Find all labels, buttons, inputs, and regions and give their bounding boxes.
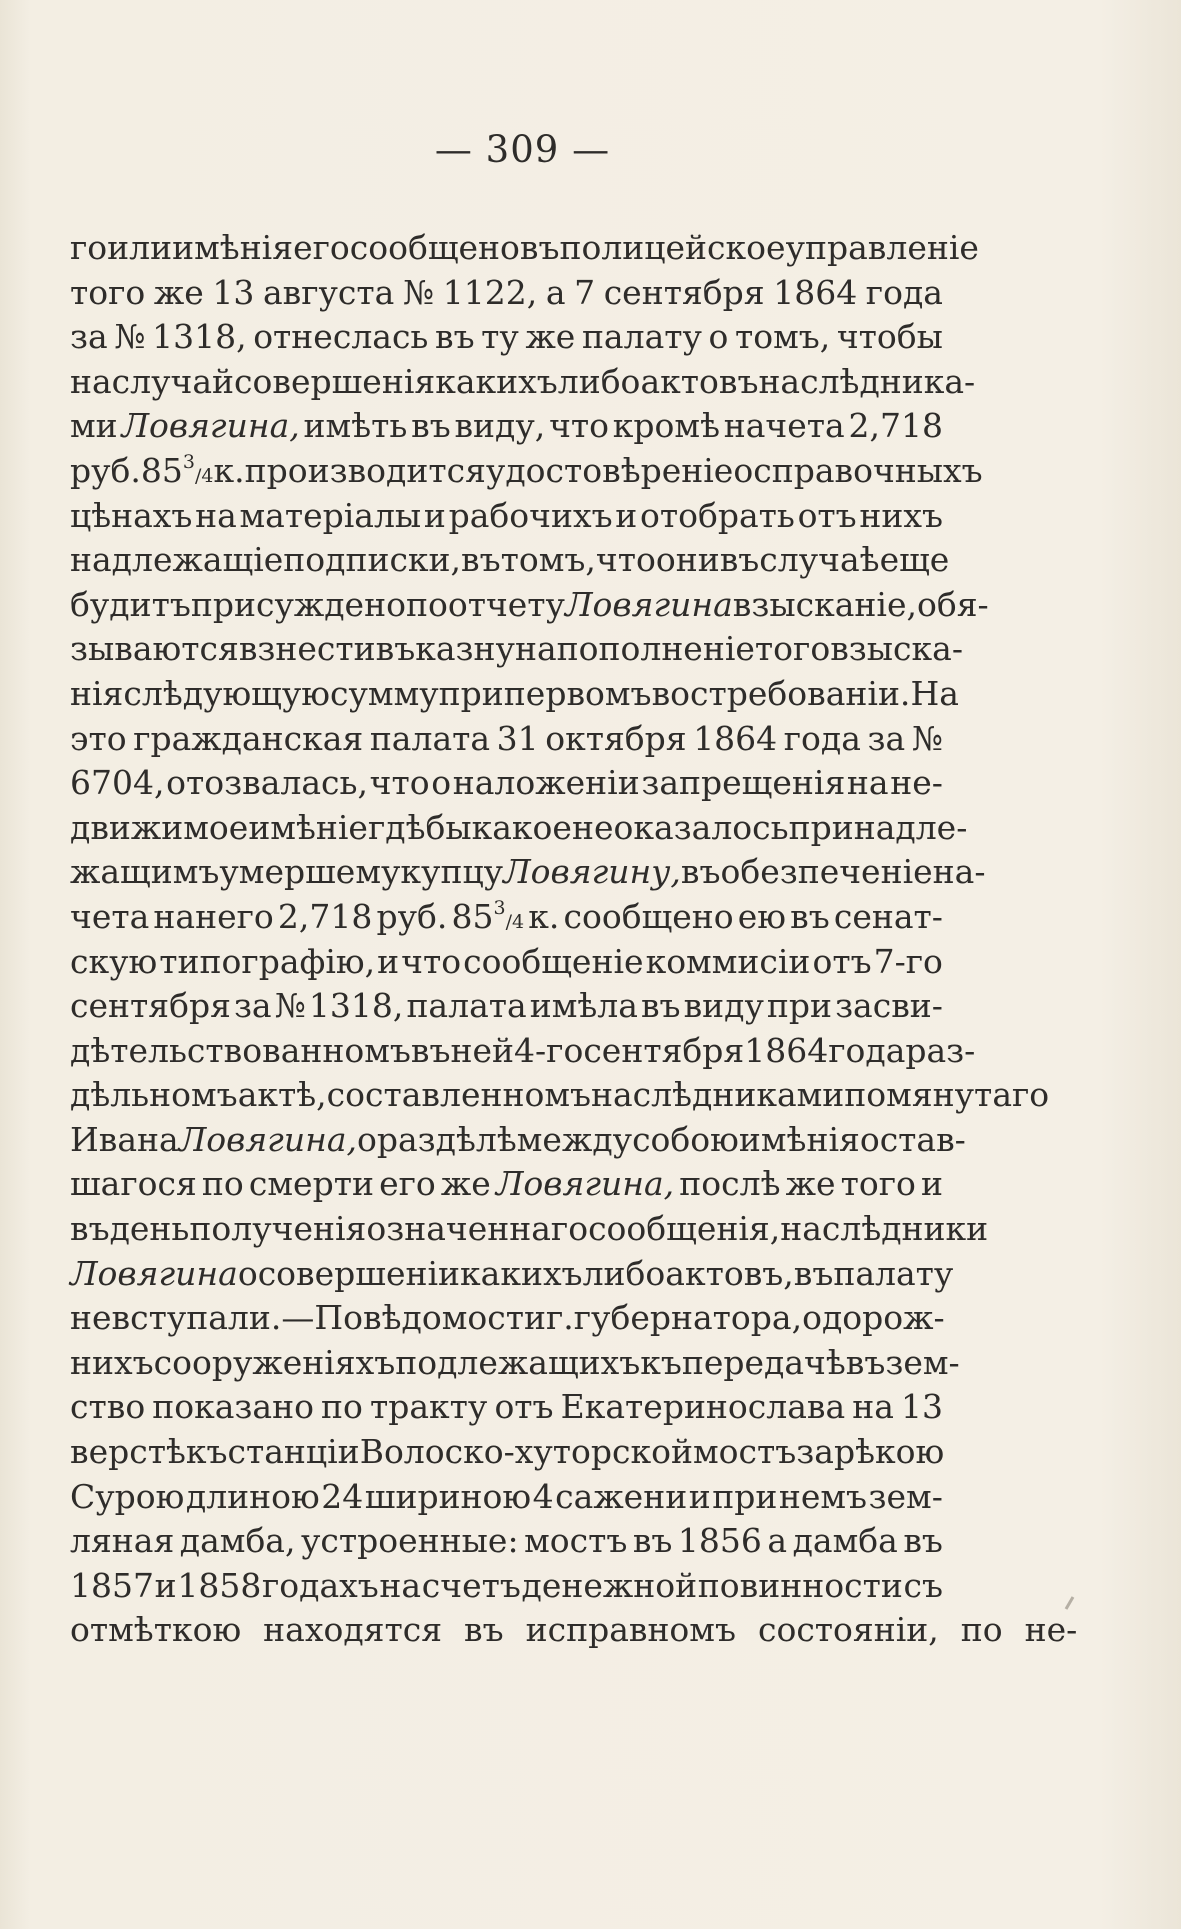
word: показано [152,1387,314,1427]
word: въ [411,406,451,446]
word: октября [545,718,687,758]
word: ми [70,406,118,446]
word: на- [932,852,986,892]
word: сообщено [349,228,520,267]
word: случаѣ [759,540,880,580]
text-line [70,984,943,1029]
word: к. [528,896,560,936]
word: имѣнія [172,228,294,267]
word: нихъ [70,1342,154,1382]
text-line [70,226,979,271]
text-line [70,271,943,316]
word: шагося [70,1164,197,1204]
word: верстѣ [70,1432,186,1472]
fraction-numerator: 3 [182,450,195,473]
word: случай [111,361,235,401]
word: движимое [70,807,249,847]
word: денежной [521,1565,698,1605]
word: въ [680,852,721,892]
word: взысканіе, [732,584,917,624]
word: начета [723,406,845,446]
word: Ивана [70,1119,179,1159]
word: въ [519,228,560,267]
word: о [237,1253,258,1293]
italic-name: Ловягина, [495,1164,675,1204]
word: и [423,495,446,535]
word: 7 [574,272,596,312]
word: не [70,1298,112,1338]
text-line [70,1475,943,1520]
word: совершеніи [257,1253,461,1293]
word: вступали.—По [111,1298,364,1338]
word: ней [450,1030,515,1070]
word: годахъ [261,1565,379,1605]
text-line [70,895,943,940]
word: же [153,272,204,312]
word: 4-го [514,1030,584,1070]
word: ляная [70,1521,175,1561]
word: августа [262,272,395,312]
word: сентября [603,272,765,312]
word: 13 [901,1387,943,1427]
word: счетъ [421,1565,521,1605]
word: слѣдующую [123,673,331,713]
word: и [377,941,400,981]
word: имѣла [529,986,638,1026]
word: года [865,272,943,312]
word: бы [425,807,472,847]
italic-name: Ловягина, [178,1119,357,1159]
word: того [840,1164,916,1204]
text-line [70,315,943,360]
word: что [401,941,462,981]
word: производится [244,450,486,490]
word: чета [70,896,150,936]
word: ту [481,317,519,357]
word: въ [793,1253,834,1293]
word: чтобы [836,317,943,357]
word: 6704, [70,763,165,803]
word: матеріалы [239,495,422,535]
word: между [516,1119,633,1159]
text-line [70,627,963,672]
word: по [405,584,448,624]
word: какихъ [460,1253,583,1293]
word: и [688,1476,711,1516]
word: неоказалось [571,807,789,847]
word: на [846,763,889,803]
word: будитъ [70,584,191,624]
word: управленіе [785,228,979,267]
word: палата [406,986,527,1026]
word: на [195,495,237,535]
word: или [107,228,173,267]
word: на [379,1565,422,1605]
text-line [70,538,950,583]
word: засви- [835,986,943,1026]
word: на [852,1387,894,1427]
word: того [754,629,831,669]
word: они [655,540,720,580]
text-line [70,1207,989,1252]
word: первомъ [503,673,652,713]
word: 2,718 [277,896,373,936]
word: гдѣ [367,807,426,847]
text-line [70,1341,960,1386]
word: сообщеніе [463,941,644,981]
text-line [70,717,943,762]
word: и [615,495,638,535]
text-line [70,850,986,895]
word: рѣкою [833,1432,945,1472]
word: наслѣдники [780,1209,989,1249]
word: послѣ [679,1164,781,1204]
word: въ [640,986,681,1026]
word: 13 [212,272,255,312]
word: въ [790,896,830,936]
fraction-numerator: 3 [493,896,506,919]
word: имѣнія [738,1119,860,1159]
word: Екатеринослава [560,1387,846,1427]
word: по [321,1387,363,1427]
word: его [379,1164,436,1204]
word: что [595,540,656,580]
word: а [545,272,566,312]
word: и [921,1164,943,1204]
word: сооруженіяхъ [153,1342,396,1382]
text-line [70,1430,943,1475]
word: а [767,1521,788,1561]
word: смерти [248,1164,374,1204]
text-line [70,1564,943,1609]
word: имѣть [303,406,408,446]
word: ство [70,1387,146,1427]
word: по [201,1164,244,1204]
text-line [70,1073,1050,1118]
word: 24 [321,1476,364,1516]
word: за [70,317,108,357]
italic-name: Ловягина [564,584,733,624]
text-line [70,583,989,628]
word: въ [632,1521,673,1561]
word: $85^3/4$ [140,450,214,490]
word: надлежащіе [70,540,284,580]
word: года [828,1030,906,1070]
text-line [70,494,943,539]
word: сентября [70,986,231,1026]
word: немъ [778,1476,868,1516]
word: присуждено [190,584,406,624]
word: по [960,1610,1003,1650]
word: отъ [797,495,857,535]
text-line [70,360,976,405]
word: цѣнахъ [70,495,193,535]
word: мостъ [524,1521,628,1561]
word: въ [375,629,416,669]
word: что [549,406,610,446]
word: раздѣлѣ [376,1119,517,1159]
word: за [233,986,272,1026]
word: составленномъ [326,1075,591,1115]
word: находятся [263,1610,443,1650]
word: же [525,317,576,357]
word: того [70,272,146,312]
italic-name: Ловягина, [121,406,300,446]
word: съ [903,1565,943,1605]
word: купцу [400,852,504,892]
word: дамба [792,1521,898,1561]
word: 31 [496,718,539,758]
word: не- [890,763,943,803]
word: нія [70,673,124,713]
word: пополненіе [556,629,755,669]
word: отчету [447,584,565,624]
word: наложеніи [452,763,640,803]
word: передачѣ [681,1342,846,1382]
word: губернатора, [573,1298,803,1338]
word: 1864 [773,272,858,312]
text-line [70,1385,943,1430]
word: коммисіи [645,941,811,981]
word: года [783,718,861,758]
word: виду [683,986,764,1026]
word: исправномъ [525,1610,736,1650]
word: еще [879,540,950,580]
word: что [369,763,430,803]
word: палата [369,718,491,758]
word: № [402,272,435,312]
text-line [70,1296,943,1341]
word: скую [70,941,158,981]
word: отъ [812,941,872,981]
word: состояніи, [757,1610,939,1650]
word: въ [410,1030,451,1070]
word: тракту [370,1387,488,1427]
word: сажени [555,1476,688,1516]
word: же [785,1164,836,1204]
body-text [70,226,1078,1653]
word: взыска- [830,629,963,669]
word: справочныхъ [753,450,983,490]
text-line [70,761,943,806]
word: 7-го [873,941,943,981]
page-number: — 309 — [434,128,611,171]
word: сообщенія, [588,1209,781,1249]
word: удостовѣреніе [485,450,734,490]
word: сумму [330,673,439,713]
word: собою [632,1119,739,1159]
word: полученія [189,1209,367,1249]
word: 4 [532,1476,554,1516]
word: умершему [219,852,401,892]
word: о [357,1119,377,1159]
fraction-denominator: /4 [195,464,214,487]
italic-name: Ловягину, [503,852,681,892]
word: Волоско-хуторской [359,1432,694,1472]
word: какое [471,807,572,847]
text-line [70,1252,954,1297]
word: полицейское [559,228,786,267]
word: зем- [885,1342,960,1382]
word: востребованіи. [651,673,911,713]
word: жащимъ [70,852,220,892]
italic-name: Ловягина [70,1253,238,1293]
word: руб. [376,896,448,936]
word: и [154,1565,177,1605]
word: 1858 [177,1565,262,1605]
word: рабочихъ [448,495,613,535]
word: 1318, [152,317,247,357]
word: при [766,986,833,1026]
text-line [70,1162,943,1207]
text-line [70,672,959,717]
word: отобрать [639,495,795,535]
word: № [274,986,306,1026]
word: типографію, [159,941,376,981]
word: на [514,629,557,669]
word: шириною [364,1476,532,1516]
word: 1864 [744,1030,829,1070]
word: либо [557,361,641,401]
word: въ [70,1209,110,1249]
word: день [109,1209,190,1249]
word: го [70,228,108,267]
word: 1856 [677,1521,762,1561]
word: же [440,1164,491,1204]
word: станціи [227,1432,360,1472]
word: г. [545,1298,574,1338]
word: къ [185,1432,228,1472]
word: о [802,1298,822,1338]
word: актѣ, [237,1075,327,1115]
word: взнести [238,629,376,669]
word: означеннаго [366,1209,589,1249]
word: палату [581,317,702,357]
word: наслѣдниками [591,1075,845,1115]
text-line [70,940,943,985]
word: его [293,228,350,267]
word: казну [415,629,515,669]
word: обезпеченіе [720,852,933,892]
word: наслѣдника- [758,361,976,401]
word: при [438,673,504,713]
word: подлежащихъ [395,1342,641,1382]
text-line [70,1118,966,1163]
word: при [712,1476,778,1516]
word: вѣдомости [363,1298,546,1338]
word: помянутаго [844,1075,1050,1115]
word: актовъ [640,361,759,401]
word: $85^3/4$ [451,896,525,936]
text-line [70,404,943,449]
word: зываются [70,629,239,669]
word: отнеслась [253,317,429,357]
word: устроенные: [300,1521,519,1561]
word: нанего [153,896,274,936]
text-line [70,1608,1078,1653]
word: на [70,361,112,401]
word: кромѣ [612,406,720,446]
text-line [70,1519,943,1564]
word: томъ, [500,540,596,580]
word: сентября [583,1030,745,1070]
word: виду, [454,406,546,446]
word: зем- [868,1476,943,1516]
word: подписки, [283,540,462,580]
word: повинности [697,1565,903,1605]
word: сенат- [833,896,943,936]
word: принадле- [788,807,968,847]
word: остав- [859,1119,966,1159]
word: палату [833,1253,954,1293]
word: о [708,317,729,357]
word: либо [582,1253,666,1293]
word: 1318, [308,986,404,1026]
word: въ [461,540,501,580]
word: дѣльномъ [70,1075,238,1115]
word: за [796,1432,834,1472]
word: не- [1024,1610,1078,1650]
word: дорож- [821,1298,945,1338]
fraction-denominator: /4 [505,910,525,933]
word: обя- [917,584,989,624]
word: какихъ [435,361,558,401]
word: длиною [185,1476,320,1516]
word: запрещенія [641,763,846,803]
word: имѣніе [248,807,368,847]
word: гражданская [133,718,364,758]
word: въ [903,1521,943,1561]
word: руб. [70,450,141,490]
word: о [431,763,452,803]
word: 1864 [693,718,778,758]
word: мостъ [693,1432,797,1472]
word: въ [464,1610,504,1650]
word: На [910,673,959,713]
word: въ [719,540,760,580]
word: № [114,317,146,357]
word: 1857 [70,1565,154,1605]
word: о [733,450,754,490]
word: дамба, [179,1521,296,1561]
text-line [70,806,968,851]
word: 2,718 [848,406,943,446]
word: Сурою [70,1476,185,1516]
word: № [911,718,943,758]
word: отозвалась, [166,763,368,803]
word: въ [435,317,475,357]
word: совершенія [234,361,436,401]
word: это [70,718,127,758]
word: отмѣткою [70,1610,242,1650]
word: нихъ [859,495,943,535]
word: въ [845,1342,886,1382]
word: 1122, [442,272,538,312]
word: актовъ, [665,1253,794,1293]
text-line [70,449,983,494]
word: сообщено [563,896,734,936]
word: к. [213,450,245,490]
word: томъ, [734,317,831,357]
word: отъ [494,1387,554,1427]
word: дѣтельствованномъ [70,1030,411,1070]
text-line [70,1029,976,1074]
word: за [867,718,906,758]
word: раз- [905,1030,976,1070]
word: ею [737,896,787,936]
word: къ [640,1342,682,1382]
